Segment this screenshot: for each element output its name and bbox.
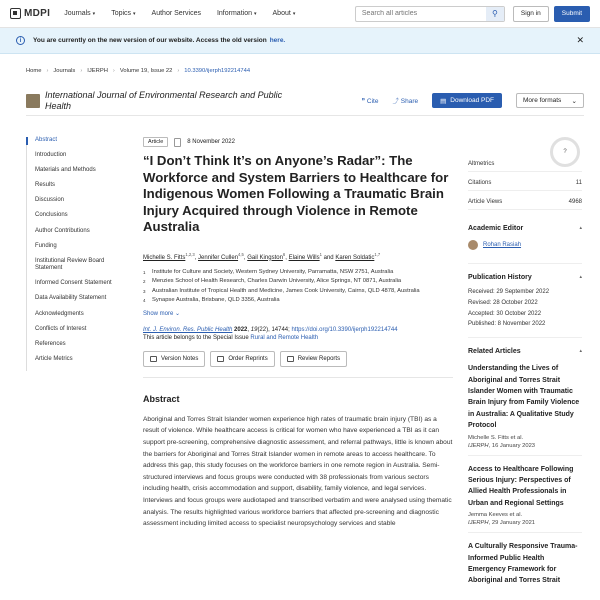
affiliation-item: 1 Institute for Culture and Society, Western Sydney University, Parramatta, NSW 2751, Australia [143,268,394,275]
affiliation-item: 2 Menzies School of Health Research, Charles Darwin University, Alice Springs, NT 0871, Australia [143,278,402,285]
section-link-irb-statement[interactable]: Institutional Review Board Statement [35,257,105,272]
avatar [468,240,478,250]
section-link-abstract[interactable]: Abstract [26,137,128,145]
cite-button[interactable]: ❞ Cite [361,97,379,105]
top-header [0,0,600,28]
breadcrumb-ijerph[interactable]: IJERPH [87,68,108,74]
citation-doi-link[interactable]: https://doi.org/10.3390/ijerph192214744 [291,326,398,333]
section-link-conflicts[interactable]: Conflicts of Interest [35,325,87,332]
version-banner [0,28,600,54]
breadcrumb-journals[interactable]: Journals [53,68,76,74]
journal-logo-icon[interactable] [26,94,40,108]
breadcrumb-doi[interactable]: 10.3390/ijerph192214744 [184,68,251,74]
quote-icon: ❞ [361,97,367,105]
article-title: “I Don’t Think It’s on Anyone’s Radar”: The Workforce and System Barriers to Healthcare for Indigenous Women Following a Traumatic Brain Injury Acquired through Violence in Remote Australia [143,153,449,234]
affiliation-list [143,269,453,305]
editor-item[interactable] [468,240,582,250]
nav-about[interactable]: About ▾ [272,10,296,17]
related-article-title[interactable]: Access to Healthcare Following Serious Injury: Perspectives of Allied Health Professionals in Urban and Regional Settings [468,465,574,507]
section-link-author-contributions[interactable]: Author Contributions [35,227,90,234]
chevron-down-icon: ⌄ [175,310,181,317]
chevron-up-icon: ▴ [579,274,582,280]
section-link-conclusions[interactable]: Conclusions [35,212,68,219]
chevron-down-icon: ▾ [292,11,296,17]
logo-text: MDPI [24,8,51,19]
nav-information[interactable]: Information ▾ [216,10,257,17]
article-main [143,137,453,530]
altmetric-badge[interactable]: ? [550,137,580,167]
related-article-authors: Jemma Keeves et al. [468,512,523,519]
related-article-source: IJERPH, 16 January 2023 [468,442,536,449]
nav-journals[interactable]: Journals ▾ [64,10,96,17]
chevron-down-icon: ▾ [92,11,96,17]
notes-icon [150,356,157,362]
article-meta [143,137,453,147]
related-article-title[interactable]: A Culturally Responsive Trauma-Informed Public Health Emergency Framework for Aboriginal and Torres Strait [468,543,578,585]
author-affiliation-sup: 4,5 [238,251,244,257]
section-link-methods[interactable]: Materials and Methods [35,167,96,174]
academic-editor-heading[interactable]: Academic Editor ▴ [468,225,582,232]
editor-name: Rohan Rasiah [483,242,522,248]
show-more-affiliations[interactable]: Show more ⌄ [143,310,181,317]
breadcrumb-volume[interactable]: Volume 19, Issue 22 [119,68,173,74]
affiliation-item: 4 Synapse Australia, Brisbane, QLD 3356, Australia [143,297,280,304]
breadcrumb [26,68,250,74]
citation-volume: 19 [250,326,258,333]
author-list [143,250,453,263]
citations-count: 11 [575,180,582,186]
related-article-source: IJERPH, 29 January 2021 [468,520,536,527]
affiliation-item: 3 Australian Institute of Tropical Health and Medicine, James Cook University, Cairns, QLD 4878, Australia [143,287,420,294]
section-link-funding[interactable]: Funding [35,242,57,249]
order-reprints-button[interactable]: Order Reprints [210,351,274,367]
author-name[interactable]: Elaine Wills [288,254,320,261]
history-accepted: Accepted: 30 October 2022 [468,310,542,317]
nav-topics[interactable]: Topics ▾ [111,10,136,17]
related-article[interactable] [468,541,582,587]
submit-button[interactable]: Submit [554,6,590,22]
chevron-up-icon: ▴ [579,348,582,355]
search-input[interactable] [356,10,486,17]
history-published: Published: 8 November 2022 [468,321,546,328]
special-issue-link[interactable]: Rural and Remote Health [250,335,319,342]
author-name[interactable]: Karen Soldatic [335,254,375,261]
share-icon: ⤴ [392,98,401,105]
section-link-informed-consent[interactable]: Informed Consent Statement [35,280,112,287]
publication-history-heading[interactable]: Publication History ▴ [468,274,582,281]
download-pdf-button[interactable]: ▤ Download PDF [432,93,502,108]
open-access-icon [174,138,181,147]
old-version-link[interactable]: here. [269,37,286,44]
review-reports-button[interactable]: Review Reports [280,351,347,367]
section-link-acknowledgments[interactable]: Acknowledgments [35,310,84,317]
related-article[interactable] [468,464,582,528]
views-row[interactable]: Article Views 4968 [468,199,582,210]
citations-row[interactable]: Citations 11 [468,180,582,191]
related-article-title[interactable]: Understanding the Lives of Aboriginal and Torres Strait Islander Women with Traumatic Brain Injury from Family Violence in Australia: A Qualitative Study Protocol [468,365,580,430]
nav-author-services[interactable]: Author Services [151,10,201,17]
section-link-data-availability[interactable]: Data Availability Statement [35,295,107,302]
related-article[interactable] [468,363,582,449]
reprint-icon [217,356,224,362]
publication-history-list [468,287,582,330]
breadcrumb-separator: › [112,68,115,74]
author-affiliation-sup: 6 [282,251,286,257]
author-separator: , [243,254,248,261]
chevron-up-icon: ▴ [579,225,582,231]
history-revised: Revised: 28 October 2022 [468,299,538,306]
citation-journal[interactable]: Int. J. Environ. Res. Public Health [143,326,233,333]
article-type-badge: Article [143,137,168,147]
chevron-down-icon: ▾ [254,11,257,17]
author-affiliation-sup: 1,2,3 [185,251,195,257]
breadcrumb-separator: › [46,68,49,74]
search-box [355,6,505,22]
more-formats-dropdown[interactable]: More formats ⌄ [516,93,584,108]
author-name[interactable]: Michelle S. Fitts [143,254,186,261]
journal-bar [26,86,584,116]
author-name[interactable]: Gail Kingston [247,254,283,261]
breadcrumb-separator: › [80,68,83,74]
author-affiliation-sup: 1 [319,251,322,257]
special-issue-label: This article belongs to the Special Issue [143,335,249,342]
breadcrumb-home[interactable]: Home [26,68,42,74]
abstract-text: Aboriginal and Torres Strait Islander women experience high rates of traumatic brain injury (TBI) as a result of violence. While healthcare access is critical for women who have experienced a TBI as it can support pre-screening, comprehensive diagnostic assessment, and referral pathways, little is known about the barriers for Aboriginal and Torres Strait Islander women in remote areas to access healthcare. To address this gap, this study focuses on the workforce barriers in one remote region in Australia. Semi-structured interviews and focus groups were conducted with 38 professionals from various sectors including health, crisis accommodation and support, disability, family violence, and legal services. Interviews and focus groups were audiotaped and transcribed verbatim and were analysed using thematic analysis. The results highlighted various workforce barriers that affected pre-screening and diagnostic assessment including limited access to specialist neuropsychology services and stable [143,415,453,528]
abstract-heading: Abstract [143,393,180,404]
chevron-down-icon: ▾ [133,11,136,17]
version-notes-button[interactable]: Version Notes [143,351,205,367]
author-and: and [323,254,334,261]
article-section-nav [26,137,128,371]
journal-actions [362,93,584,108]
article-date: 8 November 2022 [187,139,235,145]
citation-year: 2022 [234,326,248,333]
mdpi-logo-icon [10,8,21,19]
views-count: 4968 [568,199,582,205]
banner-text: You are currently on the new version of our website. Access the old version [33,37,267,44]
author-name[interactable]: Jennifer Cullen [198,254,239,261]
section-link-references[interactable]: References [35,340,66,347]
chevron-down-icon: ⌄ [571,97,577,105]
related-article-authors: Michelle S. Fitts et al. [468,434,524,441]
mdpi-logo[interactable] [10,8,50,19]
pdf-icon: ▤ [440,97,447,105]
altmetrics-row: Altmetrics [468,161,582,172]
review-icon [287,356,294,362]
info-icon: i [16,36,25,45]
author-affiliation-sup: 1,7 [374,251,381,257]
citation-line: Int. J. Environ. Res. Public Health 2022, 19(22), 14744; https://doi.org/10.3390/ijerph192214744 This article belongs to the Special Issue Rural and Remote Health [143,326,398,342]
sign-in-button[interactable]: Sign in [513,6,549,22]
citation-issue-pages: (22), 14744; [257,326,290,333]
section-link-introduction[interactable]: Introduction [35,152,67,159]
article-action-buttons [143,351,453,378]
search-icon[interactable]: ⚲ [486,7,504,21]
section-link-metrics[interactable]: Article Metrics [35,355,73,362]
related-articles-heading[interactable]: Related Articles ▴ [468,348,582,356]
breadcrumb-separator: › [177,68,180,74]
author-separator: , [285,254,289,261]
share-button[interactable]: ⤴ Share [392,98,419,105]
section-link-results[interactable]: Results [35,182,56,189]
history-received: Received: 29 September 2022 [468,289,550,295]
article-sidebar [468,137,582,587]
journal-title[interactable]: International Journal of Environmental Research and Public Health [45,89,283,111]
author-separator: , [194,254,199,261]
main-nav [64,10,295,17]
close-icon[interactable]: ✕ [576,35,584,45]
section-link-discussion[interactable]: Discussion [35,197,65,204]
